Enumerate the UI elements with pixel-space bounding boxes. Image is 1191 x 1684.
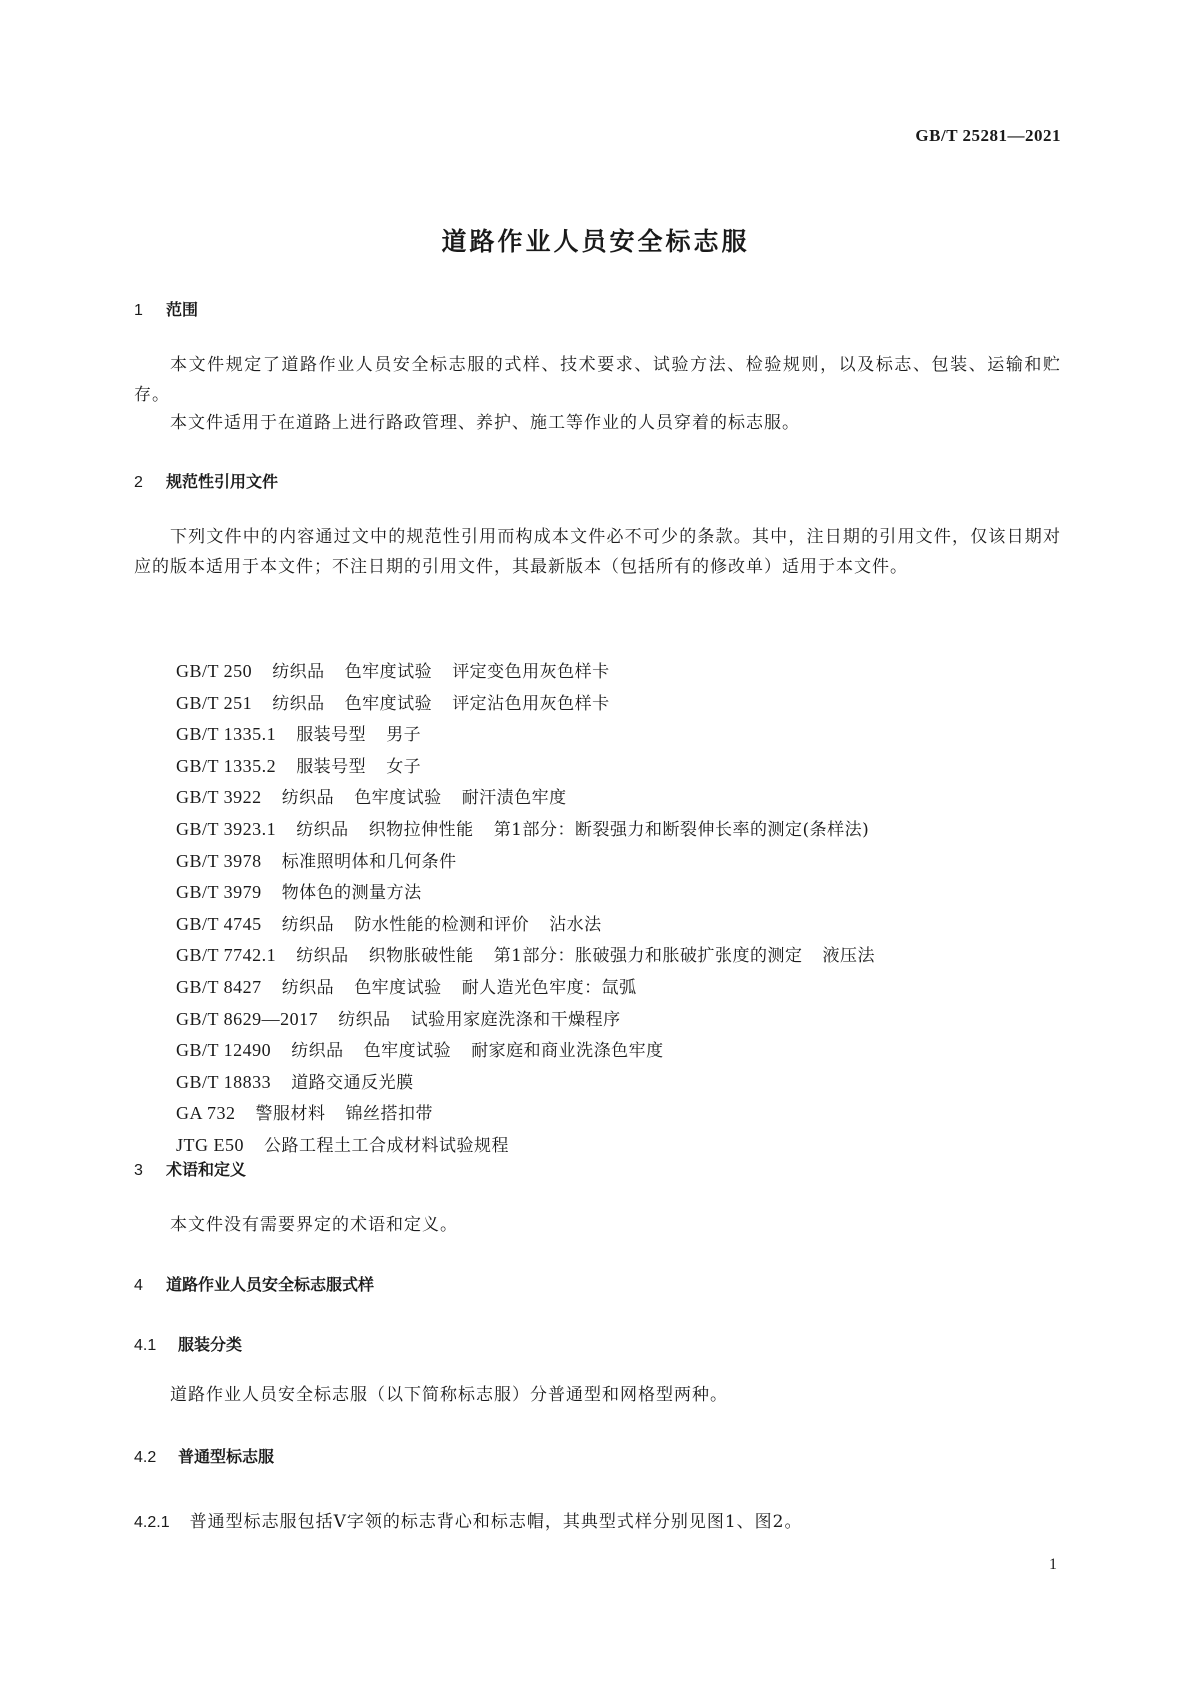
section-title: 规范性引用文件 (166, 472, 279, 491)
reference-code: GB/T 1335.2 (176, 755, 277, 776)
reference-item (176, 1004, 895, 1036)
reference-item (176, 1098, 895, 1130)
reference-item (176, 719, 895, 751)
reference-code: GB/T 3922 (176, 787, 262, 808)
reference-title-part: 锦丝搭扣带 (345, 1104, 434, 1125)
reference-code: GB/T 3923.1 (176, 818, 277, 839)
document-title: 道路作业人员安全标志服 (441, 227, 750, 256)
section-number: 4 (134, 1277, 143, 1294)
section-title: 术语和定义 (166, 1160, 247, 1179)
scope-paragraph-2: 本文件适用于在道路上进行路政管理、养护、施工等作业的人员穿着的标志服。 (170, 413, 800, 433)
reference-item (176, 1130, 895, 1162)
clause-text: 普通型标志服包括V字领的标志背心和标志帽，其典型式样分别见图1、图2。 (189, 1512, 803, 1532)
section-title: 道路作业人员安全标志服式样 (166, 1275, 375, 1294)
reference-title-part: 色牢度试验 (354, 788, 442, 809)
reference-title-part: 织物拉伸性能 (368, 819, 474, 840)
reference-title-part: 纺织品 (281, 914, 335, 935)
reference-title-part: 警服材料 (255, 1104, 326, 1125)
reference-title-part: 色牢度试验 (363, 1041, 452, 1062)
reference-item (176, 1067, 895, 1099)
reference-code: GB/T 1335.1 (176, 724, 277, 745)
clause-number: 4.2.1 (134, 1514, 170, 1531)
scope-paragraph-1: 本文件规定了道路作业人员安全标志服的式样、技术要求、试验方法、检验规则，以及标志、包装、运输和贮存。 (134, 355, 1061, 405)
reference-title-part: 色牢度试验 (354, 977, 442, 998)
standard-code: GB/T 25281—2021 (915, 126, 1061, 145)
section-number: 2 (134, 474, 143, 491)
reference-title-part: 液压法 (822, 946, 876, 967)
reference-code: GA 732 (176, 1103, 236, 1124)
reference-title-part: 纺织品 (281, 977, 335, 998)
reference-title-part: 色牢度试验 (344, 662, 433, 682)
reference-item (176, 940, 895, 972)
reference-code: GB/T 8629—2017 (176, 1008, 319, 1029)
reference-title-part: 耐人造光色牢度：氙弧 (461, 977, 637, 998)
section-heading-scope (134, 297, 198, 320)
section-heading-normative-refs (134, 469, 278, 492)
reference-item (176, 782, 895, 814)
reference-title-part: 纺织品 (281, 788, 335, 809)
reference-title-part: 男子 (386, 725, 422, 746)
reference-title-part: 服装号型 (296, 725, 367, 746)
reference-title-part: 女子 (386, 756, 422, 777)
reference-title-part: 耐家庭和商业洗涤色牢度 (471, 1041, 664, 1062)
reference-code: GB/T 8427 (176, 976, 262, 997)
classification-paragraph: 道路作业人员安全标志服（以下简称标志服）分普通型和网格型两种。 (170, 1385, 728, 1405)
reference-code: GB/T 4745 (176, 913, 262, 934)
reference-title-part: 道路交通反光膜 (291, 1072, 414, 1093)
reference-code: GB/T 3979 (176, 882, 262, 903)
reference-title-part: 物体色的测量方法 (281, 883, 422, 904)
page-number: 1 (1049, 1556, 1057, 1573)
reference-title-part: 评定沾色用灰色样卡 (452, 693, 610, 714)
reference-title-part: 第1部分：胀破强力和胀破扩张度的测定 (493, 946, 803, 967)
terms-paragraph: 本文件没有需要界定的术语和定义。 (170, 1215, 458, 1235)
reference-title-part: 织物胀破性能 (368, 946, 474, 967)
subsection-number: 4.2 (134, 1449, 157, 1466)
reference-title-part: 标准照明体和几何条件 (281, 851, 457, 872)
reference-list (176, 656, 895, 1162)
reference-title-part: 第1部分：断裂强力和断裂伸长率的测定(条样法) (493, 819, 870, 840)
reference-title-part: 纺织品 (272, 693, 325, 714)
subsection-heading-ordinary (134, 1444, 274, 1467)
section-number: 3 (134, 1162, 143, 1179)
reference-title-part: 公路工程土工合成材料试验规程 (264, 1135, 509, 1156)
reference-item (176, 846, 895, 878)
reference-title-part: 色牢度试验 (344, 693, 433, 714)
section-title: 范围 (166, 300, 199, 319)
reference-item (176, 972, 895, 1004)
reference-title-part: 纺织品 (272, 662, 325, 682)
reference-title-part: 防水性能的检测和评价 (354, 914, 530, 935)
reference-code: GB/T 18833 (176, 1071, 272, 1092)
subsection-heading-classification (134, 1332, 242, 1355)
reference-title-part: 纺织品 (338, 1009, 391, 1030)
section-number: 1 (134, 302, 143, 319)
reference-title-part: 服装号型 (296, 756, 367, 777)
reference-title-part: 纺织品 (291, 1041, 344, 1062)
reference-item (176, 751, 895, 783)
reference-title-part: 评定变色用灰色样卡 (452, 662, 610, 682)
reference-title-part: 试验用家庭洗涤和干燥程序 (410, 1009, 621, 1030)
reference-item (176, 814, 895, 846)
reference-item (176, 656, 895, 688)
clause-4-2-1 (134, 1507, 803, 1532)
reference-code: GB/T 3978 (176, 850, 262, 871)
reference-title-part: 耐汗渍色牢度 (461, 788, 567, 809)
reference-code: GB/T 7742.1 (176, 945, 277, 966)
normative-refs-intro: 下列文件中的内容通过文中的规范性引用而构成本文件必不可少的条款。其中，注日期的引用文件，仅该日期对应的版本适用于本文件；不注日期的引用文件，其最新版本（包括所有的修改单）适用于本文件。 (134, 527, 1061, 577)
reference-title-part: 沾水法 (549, 914, 602, 935)
reference-code: GB/T 12490 (176, 1040, 272, 1061)
reference-title-part: 纺织品 (296, 946, 349, 967)
reference-item (176, 909, 895, 941)
section-heading-styles (134, 1272, 374, 1295)
subsection-title: 服装分类 (178, 1335, 243, 1354)
reference-code: JTG E50 (176, 1134, 244, 1155)
reference-item (176, 1035, 895, 1067)
subsection-title: 普通型标志服 (178, 1447, 275, 1466)
reference-item (176, 877, 895, 909)
subsection-number: 4.1 (134, 1337, 157, 1354)
reference-code: GB/T 251 (176, 692, 253, 713)
section-heading-terms (134, 1157, 246, 1180)
reference-title-part: 纺织品 (296, 819, 349, 840)
reference-item (176, 688, 895, 720)
reference-code: GB/T 250 (176, 661, 253, 681)
